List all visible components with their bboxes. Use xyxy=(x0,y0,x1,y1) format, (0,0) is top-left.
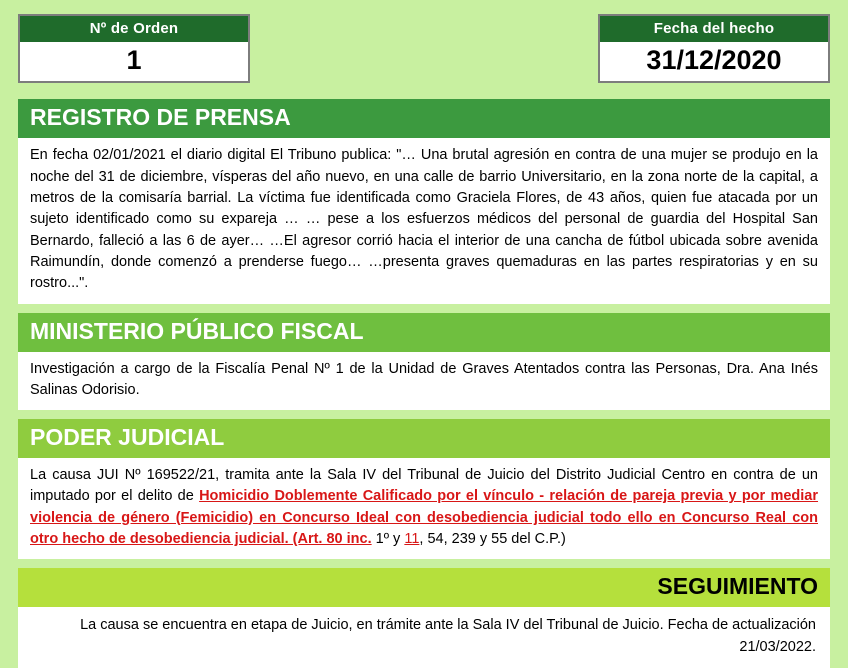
judicial-link-delito[interactable]: Homicidio Doblemente Calificado por el vínculo - relación de pareja previa y por mediar violencia de género (Femicidio) en Concurso Ideal con desobediencia judicial todo ello en Concurso Real con otro hecho de desobediencia judicial. (Art. 80 inc. xyxy=(30,488,819,548)
section-body-seguimiento: La causa se encuentra en etapa de Juicio, en trámite ante la Sala IV del Tribunal de Juicio. Fecha de actualización 21/03/2022. xyxy=(18,607,830,668)
section-body-fiscal: Investigación a cargo de la Fiscalía Penal Nº 1 de la Unidad de Graves Atentados contra las Personas, Dra. Ana Inés Salinas Odorisio. xyxy=(18,352,830,411)
judicial-link-inciso[interactable]: 11 xyxy=(404,531,420,548)
section-body-prensa: En fecha 02/01/2021 el diario digital El Tribuno publica: "… Una brutal agresión en contra de una mujer se produjo en la noche del 31 de diciembre, vísperas del año nuevo, en una calle de barrio Universitario, en la zona norte de la capital, a metros de la comisaría barrial. La víctima fue identificada como Graciela Flores, de 43 años, quien fue atacada por un sujeto identificado como su expareja … … pese a los esfuerzos médicos del personal de guardia del Hospital San Bernardo, falleció a las 6 de ayer… …El agresor corrió hacia el interior de una cancha de fútbol ubicada sobre avenida Raimundín, donde comenzó a prenderse fuego… …presenta graves quemaduras en las partes respiratorias y en su rostro...". xyxy=(18,138,830,303)
orden-label: Nº de Orden xyxy=(20,16,248,42)
section-title-prensa: REGISTRO DE PRENSA xyxy=(18,99,830,138)
fecha-label: Fecha del hecho xyxy=(600,16,828,42)
section-body-judicial xyxy=(18,458,830,559)
spacer xyxy=(18,304,830,313)
spacer xyxy=(18,410,830,419)
judicial-text-mid: 1º y xyxy=(371,531,405,548)
fecha-box xyxy=(598,14,830,83)
section-title-judicial: PODER JUDICIAL xyxy=(18,419,830,458)
spacer xyxy=(18,559,830,568)
fecha-value: 31/12/2020 xyxy=(600,42,828,81)
header-row xyxy=(18,14,830,83)
judicial-text-pre: La causa JUI Nº 169522/21, tramita ante la Sala IV del Tribunal de Juicio del Distrito Judicial Centro en contra de un imputado por el delito de xyxy=(30,467,818,505)
orden-value: 1 xyxy=(20,42,248,81)
section-title-seguimiento: SEGUIMIENTO xyxy=(18,568,830,607)
judicial-text-post: , 54, 239 y 55 del C.P.) xyxy=(419,531,566,548)
orden-box xyxy=(18,14,250,83)
section-title-fiscal: MINISTERIO PÚBLICO FISCAL xyxy=(18,313,830,352)
